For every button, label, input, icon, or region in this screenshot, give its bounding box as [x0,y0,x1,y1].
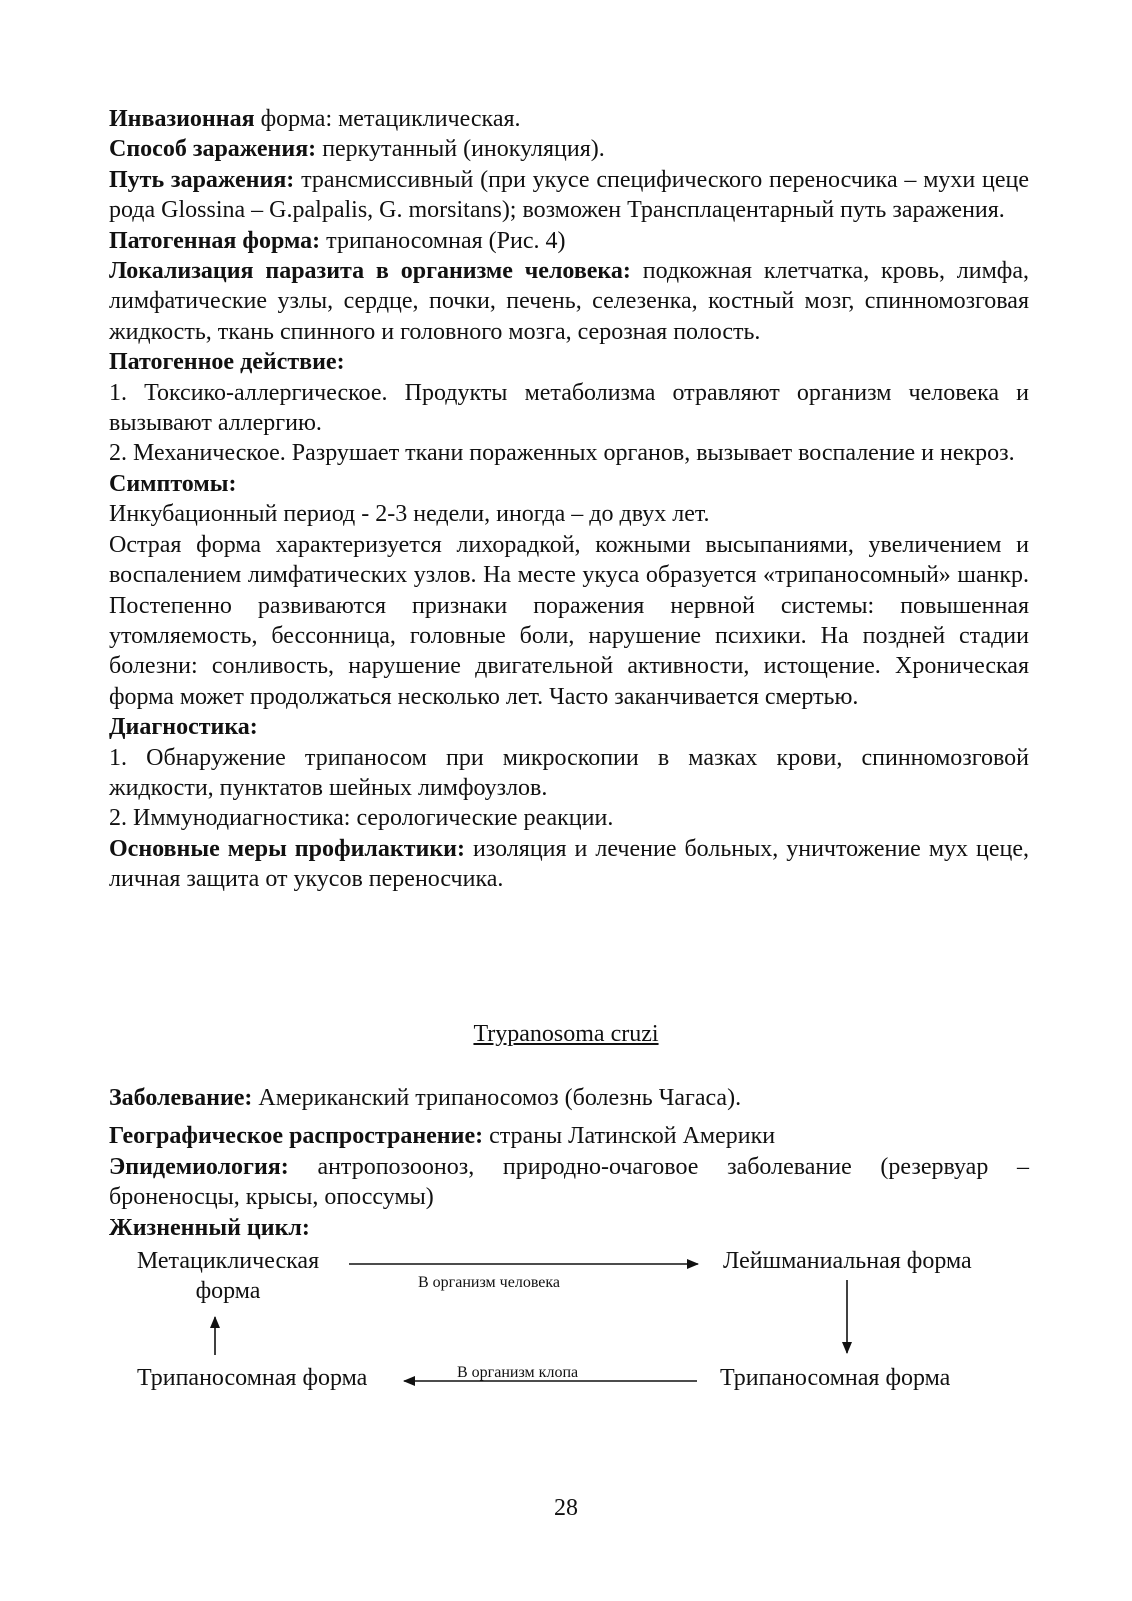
parasite-localization: Локализация паразита в организме человека: подкожная клетчатка, кровь, лимфа, лимфатические узлы, сердце, почки, печень, селезенка, костный мозг, спинномозговая жидкость, ткань спинного и головного мозга, серозная полость. [109,258,1029,345]
mechanical-action: 2. Механическое. Разрушает ткани пораженных органов, вызывает воспаление и некроз. [109,440,1015,467]
diagnostics-heading: Диагностика: [109,714,258,741]
diagnostics-microscopy: 1. Обнаружение трипаносом при микроскопии в мазках крови, спинномозговой жидкости, пунктатов шейных лимфоузлов. [109,744,1029,801]
edge-label-into-human: В организм человека [418,1274,561,1291]
infection-route: Путь заражения: трансмиссивный (при укусе специфического переносчика – мухи цеце рода Glossina – G.palpalis, G. morsitans); возможен Трансплацентарный путь заражения. [109,166,1030,224]
node-trypanosomal-form-left: Трипаносомная форма [137,1365,368,1391]
invasive-form: Инвазионная форма: метациклическая. [109,106,521,132]
page-number: 28 [554,1495,578,1521]
life-cycle-heading: Жизненный цикл: [109,1214,310,1241]
pathogenic-form: Патогенная форма: трипаносомная (Рис. 4) [109,227,566,254]
acute-form-description: Острая форма характеризуется лихорадкой, кожными высыпаниями, увеличением и воспалением лимфатических узлов. На месте укуса образуется «трипаносомный» шанкр. Постепенно развиваются признаки поражения нервной системы: повышенная утомляемость, бессонница, головные боли, нарушение психики. На поздней стадии болезни: сонливость, нарушение двигательной активности, истощение. Хроническая форма может продолжаться несколько лет. Часто заканчивается смертью. [109,531,1029,710]
section-title-trypanosoma-cruzi: Trypanosoma cruzi [473,1021,659,1047]
pathogenic-action-heading: Патогенное действие: [109,349,345,376]
prevention-measures: Основные меры профилактики: изоляция и лечение больных, уничтожение мух цеце, личная защита от укусов переносчика. [109,835,1029,893]
disease: Заболевание: Американский трипаносомоз (болезнь Чагаса). [109,1085,742,1111]
symptoms-heading: Симптомы: [109,470,237,497]
node-leishmanial-form: Лейшманиальная форма [723,1248,972,1274]
geographic-distribution: Географическое распространение: страны Латинской Америки [109,1123,776,1150]
toxic-allergic-action: 1. Токсико-аллергическое. Продукты метаболизма отравляют организм человека и вызывают аллергию. [109,379,1029,437]
node-trypanosomal-form-right: Трипаносомная форма [720,1365,951,1391]
edge-label-into-bug: В организм клопа [457,1364,579,1381]
epidemiology: Эпидемиология: антропозооноз, природно-очаговое заболевание (резервуар – броненосцы, крысы, опоссумы) [109,1153,1029,1211]
infection-method: Способ заражения: перкутанный (инокуляция). [109,136,605,163]
incubation-period: Инкубационный период - 2-3 недели, иногда – до двух лет. [109,501,710,528]
node-metacyclic-form: Метациклическая форма [136,1248,320,1304]
diagnostics-immuno: 2. Иммунодиагностика: серологические реакции. [109,805,614,832]
